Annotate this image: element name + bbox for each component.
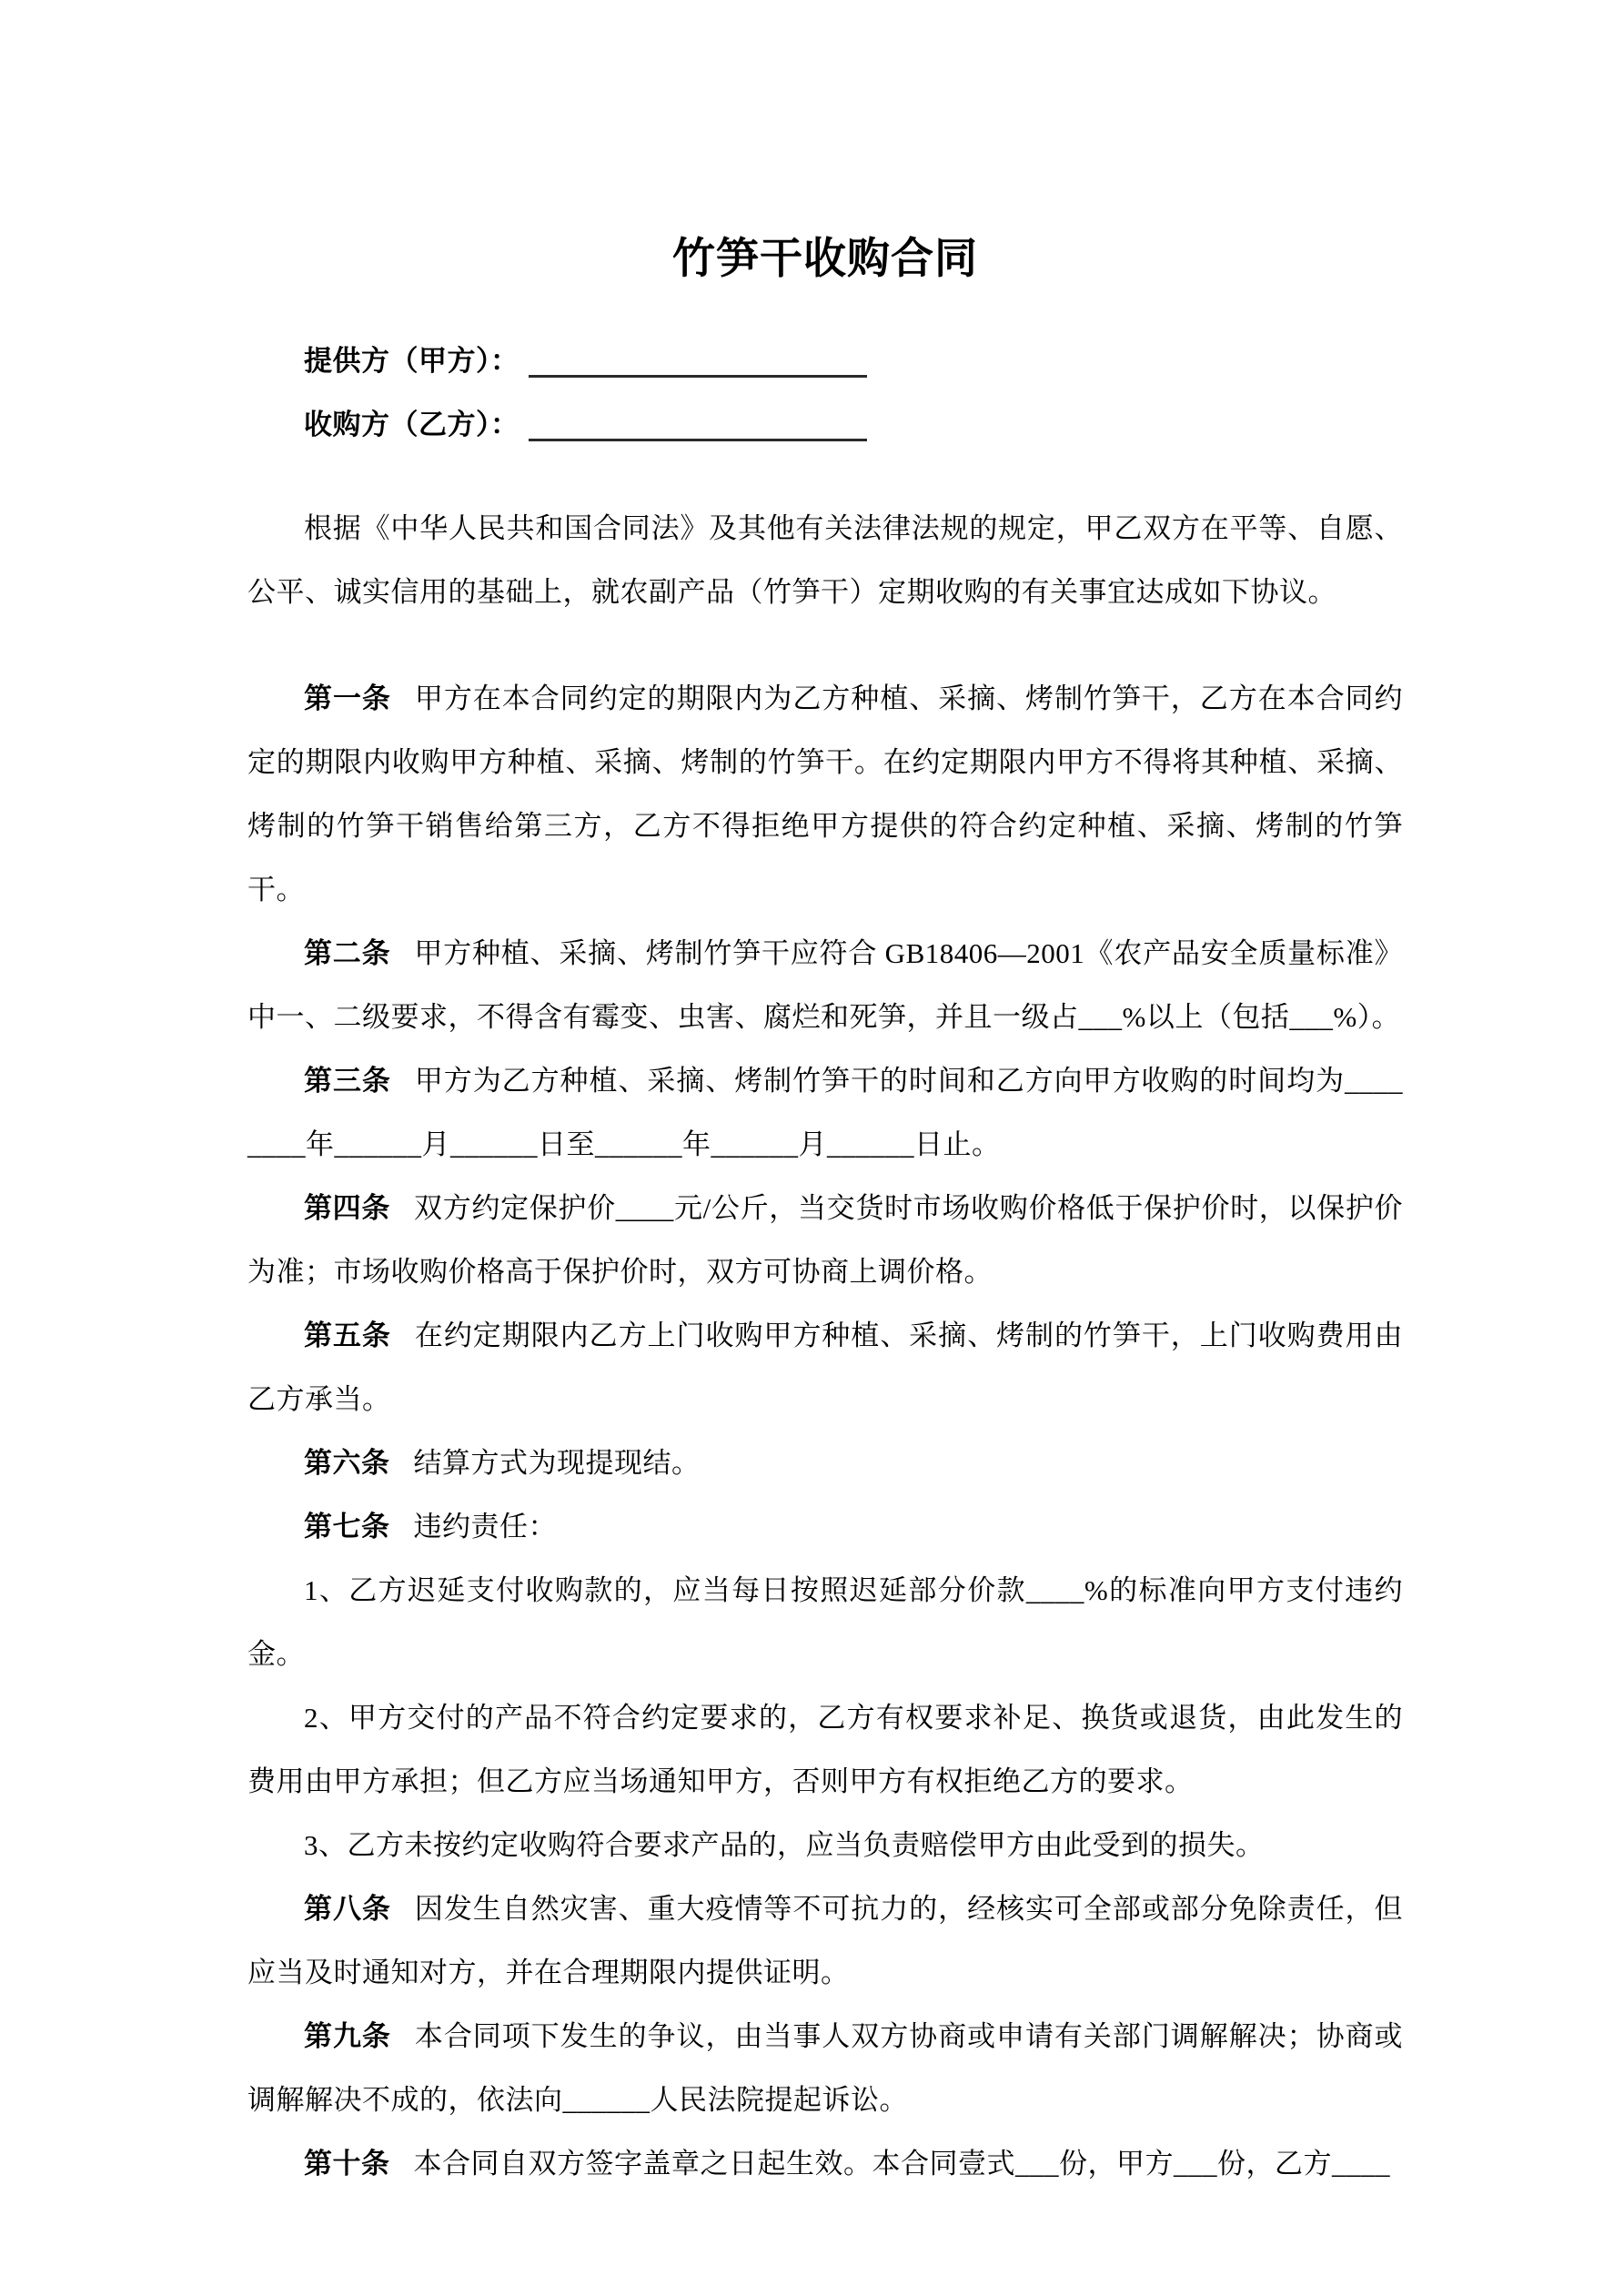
articles-section	[247, 667, 1403, 2196]
article-9-text: 本合同项下发生的争议，由当事人双方协商或申请有关部门调解解决；协商或调解解决不成的，依法向______人民法院提起诉讼。	[247, 2020, 1403, 2116]
article-5-text: 在约定期限内乙方上门收购甲方种植、采摘、烤制的竹笋干，上门收购费用由乙方承当。	[247, 1320, 1403, 1415]
article-9	[247, 2005, 1403, 2132]
article-3	[247, 1049, 1403, 1177]
party-b-label: 收购方（乙方）：	[304, 409, 519, 440]
article-4-text: 双方约定保护价____元/公斤，当交货时市场收购价格低于保护价时，以保护价为准；市场收购价格高于保护价时，双方可协商上调价格。	[247, 1192, 1404, 1288]
article-6-text: 结算方式为现提现结。	[413, 1447, 701, 1479]
party-a-row	[247, 329, 1403, 393]
party-b-blank-line	[529, 439, 867, 441]
article-1-text: 甲方在本合同约定的期限内为乙方种植、采摘、烤制竹笋干，乙方在本合同约定的期限内收购甲方种植、采摘、烤制的竹笋干。在约定期限内甲方不得将其种植、采摘、烤制的竹笋干销售给第三方，乙方不得拒绝甲方提供的符合约定种植、采摘、烤制的竹笋干。	[247, 683, 1403, 905]
article-7-number: 第七条	[304, 1511, 390, 1542]
article-1	[247, 667, 1403, 922]
article-2-text: 甲方种植、采摘、烤制竹笋干应符合 GB18406—2001《农产品安全质量标准》中一、二级要求，不得含有霉变、虫害、腐烂和死笋，并且一级占___%以上（包括___%）。	[247, 937, 1404, 1033]
parties-section	[247, 329, 1403, 457]
article-3-number: 第三条	[304, 1065, 391, 1097]
article-8-number: 第八条	[304, 1893, 391, 1925]
article-7	[247, 1495, 1403, 1559]
article-7-clause-1: 1、乙方迟延支付收购款的，应当每日按照迟延部分价款____%的标准向甲方支付违约金。	[247, 1574, 1403, 1670]
article-6-number: 第六条	[304, 1447, 390, 1479]
article-5-number: 第五条	[304, 1320, 391, 1351]
party-b-row	[247, 393, 1403, 457]
article-10-number: 第十条	[304, 2148, 390, 2180]
article-8-text: 因发生自然灾害、重大疫情等不可抗力的，经核实可全部或部分免除责任，但应当及时通知对方，并在合理期限内提供证明。	[247, 1893, 1403, 1988]
party-a-label: 提供方（甲方）：	[304, 345, 519, 377]
preamble-paragraph: 根据《中华人民共和国合同法》及其他有关法律法规的规定，甲乙双方在平等、自愿、公平、诚实信用的基础上，就农副产品（竹笋干）定期收购的有关事宜达成如下协议。	[247, 512, 1403, 608]
article-7-clause-2: 2、甲方交付的产品不符合约定要求的，乙方有权要求补足、换货或退货，由此发生的费用由甲方承担；但乙方应当场通知甲方，否则甲方有权拒绝乙方的要求。	[247, 1702, 1403, 1797]
article-7-clause-3: 3、乙方未按约定收购符合要求产品的，应当负责赔偿甲方由此受到的损失。	[304, 1829, 1265, 1861]
article-4	[247, 1177, 1403, 1304]
preamble-section	[247, 497, 1403, 624]
article-2-number: 第二条	[304, 937, 391, 969]
article-8	[247, 1877, 1403, 2005]
article-5	[247, 1304, 1403, 1431]
article-10-text: 本合同自双方签字盖章之日起生效。本合同壹式___份，甲方___份，乙方____	[413, 2148, 1390, 2180]
article-2	[247, 922, 1403, 1049]
party-a-blank-line	[529, 375, 867, 378]
article-6	[247, 1431, 1403, 1495]
article-4-number: 第四条	[304, 1192, 391, 1224]
document-title: 竹笋干收购合同	[672, 234, 978, 282]
article-3-text: 甲方为乙方种植、采摘、烤制竹笋干的时间和乙方向甲方收购的时间均为________年______月______日至______年______月______日止。	[247, 1065, 1404, 1160]
article-10	[247, 2132, 1403, 2196]
article-7-text: 违约责任：	[413, 1511, 557, 1542]
article-1-number: 第一条	[304, 683, 391, 714]
article-9-number: 第九条	[304, 2020, 391, 2052]
